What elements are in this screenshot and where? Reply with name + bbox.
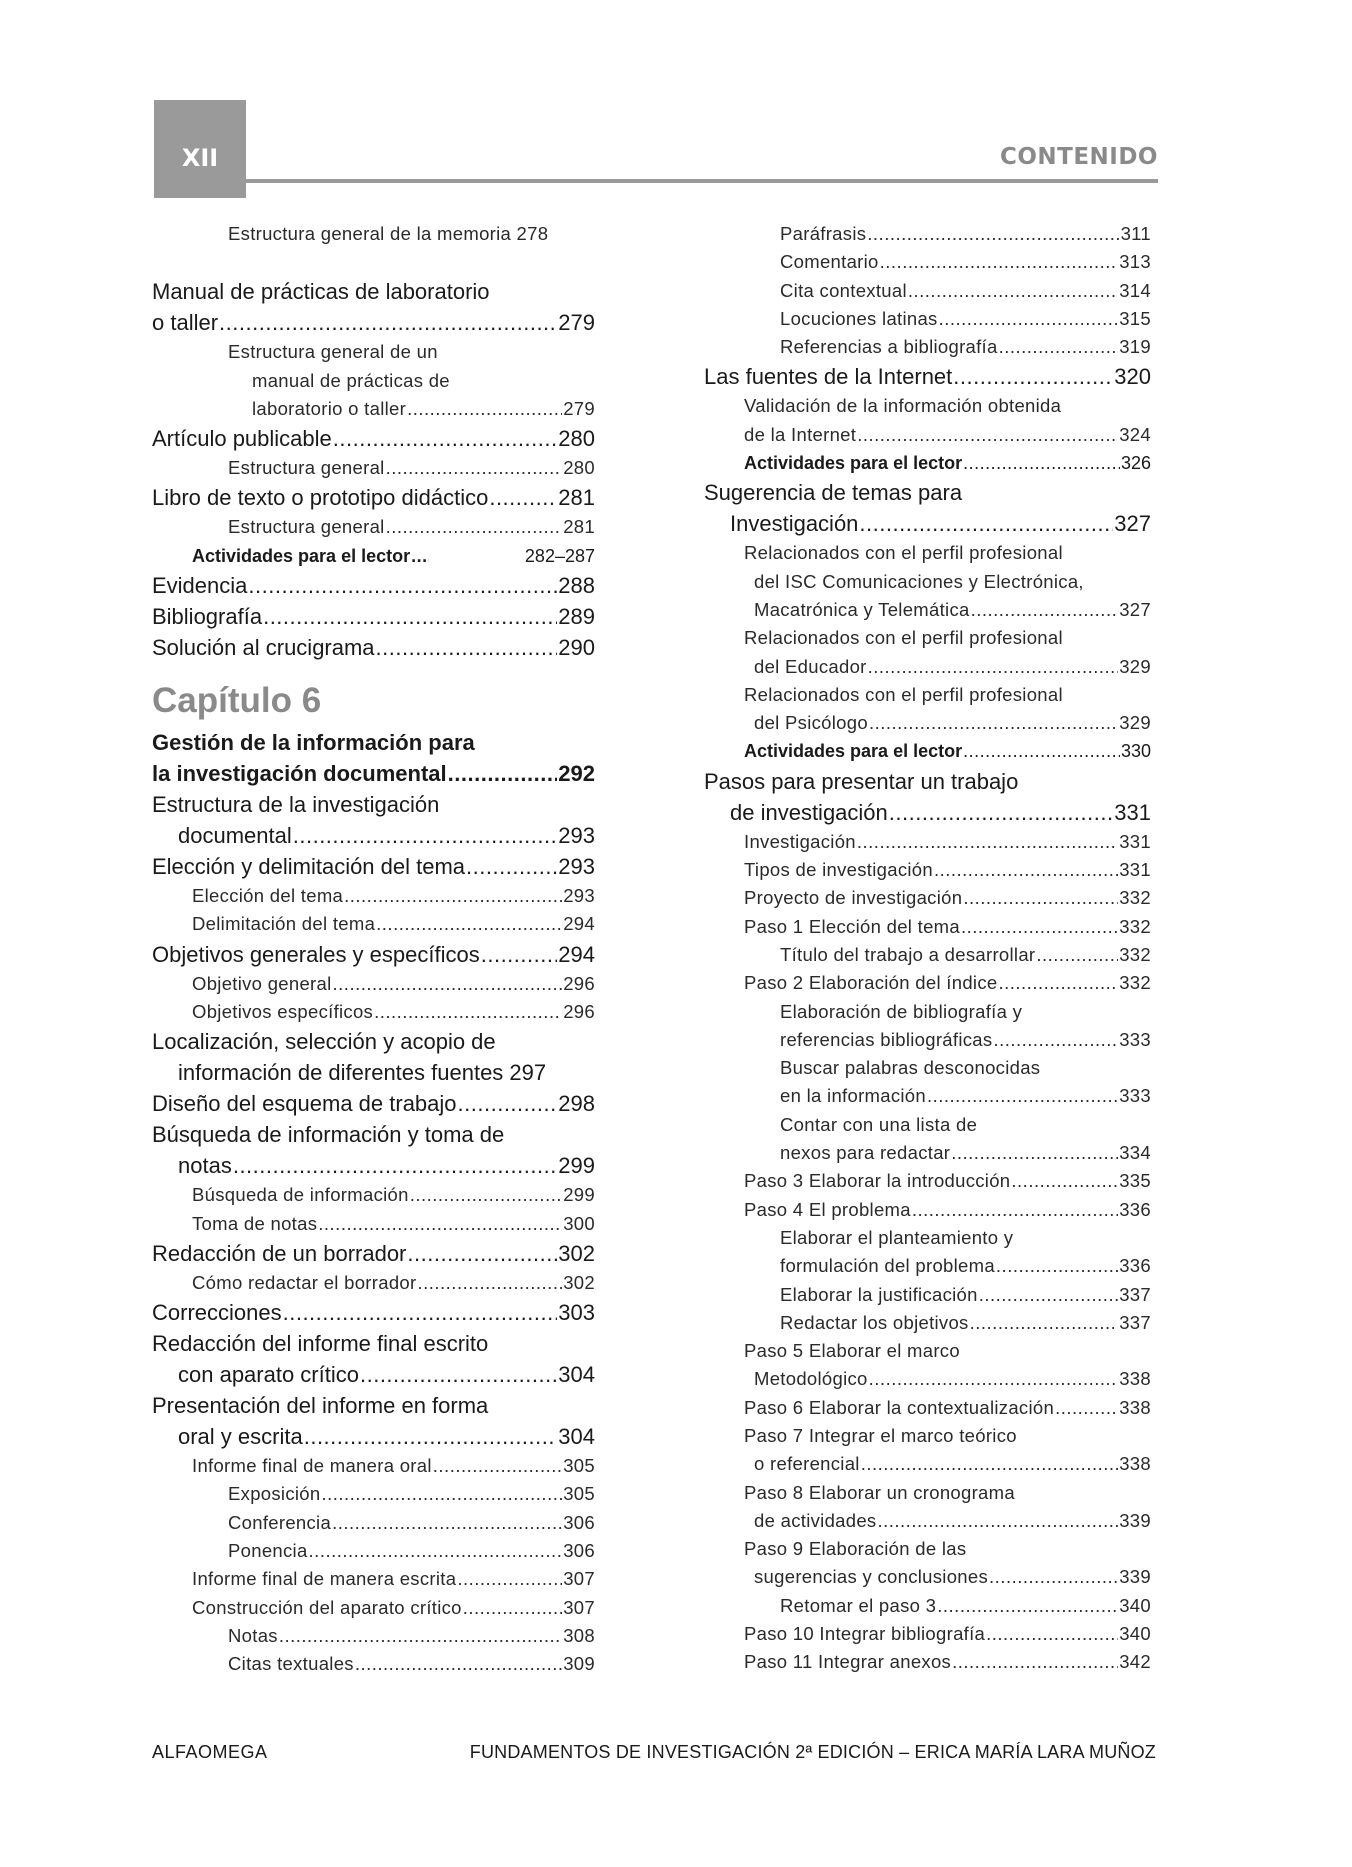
toc-entry: Objetivos generales y específicos ..... 294 xyxy=(152,939,595,970)
toc-entry: referencias bibliográficas ..... 333 xyxy=(704,1026,1151,1054)
toc-entry: manual de prácticas de xyxy=(252,369,450,391)
toc-entry: Paso 3 Elaborar la introducción ..... 335 xyxy=(704,1167,1151,1195)
toc-entry: Paso 11 Integrar anexos ..... 342 xyxy=(704,1648,1151,1676)
toc-entry: Estructura general de la memoria 278 xyxy=(228,223,549,244)
toc-entry: Paso 9 Elaboración de las xyxy=(744,1538,967,1560)
toc-entry: Paso 10 Integrar bibliografía ..... 340 xyxy=(704,1620,1151,1648)
toc-entry: Exposición ..... 305 xyxy=(152,1480,595,1508)
toc-entry: Actividades para el lector ..... 326 xyxy=(704,449,1151,477)
toc-entry: o taller ..... 279 xyxy=(152,307,595,338)
toc-entry: Relacionados con el perfil profesional xyxy=(744,683,1063,705)
toc-entry: Informe final de manera escrita ..... 307 xyxy=(152,1565,595,1593)
toc-entry: de investigación ..... 331 xyxy=(704,797,1151,828)
toc-entry: Objetivos específicos ..... 296 xyxy=(152,998,595,1026)
toc-entry: Libro de texto o prototipo didáctico ..... 281 xyxy=(152,482,595,513)
toc-entry: Paso 8 Elaborar un cronograma xyxy=(744,1481,1015,1503)
toc-entry: Construcción del aparato crítico ..... 307 xyxy=(152,1594,595,1622)
toc-entry: Elección del tema ..... 293 xyxy=(152,882,595,910)
toc-left-column xyxy=(152,220,595,1679)
toc-entry: Estructura de la investigación xyxy=(152,792,440,818)
toc-entry: con aparato crítico ..... 304 xyxy=(152,1359,595,1390)
toc-entry: laboratorio o taller ..... 279 xyxy=(152,395,595,423)
toc-entry: Paso 2 Elaboración del índice ..... 332 xyxy=(704,969,1151,997)
toc-entry: Bibliografía ..... 289 xyxy=(152,601,595,632)
toc-entry: Sugerencia de temas para xyxy=(704,480,963,506)
toc-entry: nexos para redactar ..... 334 xyxy=(704,1139,1151,1167)
toc-entry: Referencias a bibliografía ..... 319 xyxy=(704,333,1151,361)
toc-entry: Presentación del informe en forma xyxy=(152,1393,489,1419)
toc-entry: la investigación documental ..... 292 xyxy=(152,758,595,789)
toc-entry: Buscar palabras desconocidas xyxy=(780,1057,1041,1079)
toc-entry: Informe final de manera oral ..... 305 xyxy=(152,1452,595,1480)
toc-entry: del Educador ..... 329 xyxy=(704,653,1151,681)
toc-entry: Comentario ..... 313 xyxy=(704,248,1151,276)
toc-entry: en la información ..... 333 xyxy=(704,1082,1151,1110)
toc-entry: Elaboración de bibliografía y xyxy=(780,1000,1023,1022)
toc-entry: Manual de prácticas de laboratorio xyxy=(152,279,490,305)
toc-entry: Paso 1 Elección del tema ..... 332 xyxy=(704,913,1151,941)
toc-entry: Búsqueda de información y toma de xyxy=(152,1122,505,1148)
toc-entry: o referencial ..... 338 xyxy=(704,1450,1151,1478)
toc-entry: Delimitación del tema ..... 294 xyxy=(152,910,595,938)
toc-entry: Las fuentes de la Internet ..... 320 xyxy=(704,361,1151,392)
toc-entry: de la Internet ..... 324 xyxy=(704,421,1151,449)
toc-entry: Macatrónica y Telemática ..... 327 xyxy=(704,596,1151,624)
toc-entry: Redactar los objetivos ..... 337 xyxy=(704,1309,1151,1337)
toc-entry: Investigación ..... 331 xyxy=(704,828,1151,856)
toc-entry: del Psicólogo ..... 329 xyxy=(704,709,1151,737)
toc-entry: Artículo publicable ..... 280 xyxy=(152,423,595,454)
toc-entry: Elaborar el planteamiento y xyxy=(780,1226,1014,1248)
toc-entry: Citas textuales ..... 309 xyxy=(152,1650,595,1678)
toc-entry: Relacionados con el perfil profesional xyxy=(744,627,1063,649)
toc-entry: notas ..... 299 xyxy=(152,1150,595,1181)
toc-entry: Tipos de investigación ..... 331 xyxy=(704,856,1151,884)
toc-entry: Gestión de la información para xyxy=(152,730,475,756)
toc-entry: Título del trabajo a desarrollar ..... 332 xyxy=(704,941,1151,969)
footer-book-title: FUNDAMENTOS DE INVESTIGACIÓN 2ª EDICIÓN – ERICA MARÍA LARA MUÑOZ xyxy=(469,1742,1156,1762)
toc-entry: Paso 7 Integrar el marco teórico xyxy=(744,1424,1017,1446)
toc-entry: Conferencia ..... 306 xyxy=(152,1509,595,1537)
toc-entry: Elección y delimitación del tema ..... 293 xyxy=(152,851,595,882)
toc-entry: Paráfrasis ..... 311 xyxy=(704,220,1151,248)
toc-right-column xyxy=(704,220,1151,1677)
page-number: XII xyxy=(181,144,219,172)
toc-entry: Objetivo general ..... 296 xyxy=(152,970,595,998)
toc-entry: Retomar el paso 3 ..... 340 xyxy=(704,1592,1151,1620)
toc-entry: sugerencias y conclusiones ..... 339 xyxy=(704,1563,1151,1591)
toc-entry: Localización, selección y acopio de xyxy=(152,1029,496,1055)
toc-entry: Redacción del informe final escrito xyxy=(152,1331,489,1357)
toc-entry: Contar con una lista de xyxy=(780,1113,978,1135)
toc-entry: Estructura general ..... 281 xyxy=(152,513,595,541)
toc-entry: Búsqueda de información ..... 299 xyxy=(152,1181,595,1209)
toc-entry: Elaborar la justificación ..... 337 xyxy=(704,1281,1151,1309)
toc-entry: Diseño del esquema de trabajo ..... 298 xyxy=(152,1088,595,1119)
section-title: CONTENIDO xyxy=(999,144,1158,170)
toc-entry: Pasos para presentar un trabajo xyxy=(704,768,1019,794)
page-number-tab xyxy=(154,100,246,198)
toc-entry: Paso 5 Elaborar el marco xyxy=(744,1340,960,1362)
toc-entry: Evidencia ..... 288 xyxy=(152,570,595,601)
toc-entry: Investigación ..... 327 xyxy=(704,508,1151,539)
toc-entry: información de diferentes fuentes 297 xyxy=(178,1060,547,1086)
toc-entry: Actividades para el lector ..... 282–287 xyxy=(152,542,595,570)
toc-entry: Actividades para el lector ..... 330 xyxy=(704,737,1151,765)
toc-entry: Correcciones ..... 303 xyxy=(152,1297,595,1328)
toc-entry: Estructura general ..... 280 xyxy=(152,454,595,482)
chapter-title: Capítulo 6 xyxy=(152,681,322,721)
toc-entry: Metodológico ..... 338 xyxy=(704,1365,1151,1393)
toc-entry: Estructura general de un xyxy=(228,341,438,363)
toc-entry: formulación del problema ..... 336 xyxy=(704,1252,1151,1280)
toc-entry: Cómo redactar el borrador ..... 302 xyxy=(152,1269,595,1297)
toc-entry: documental ..... 293 xyxy=(152,820,595,851)
toc-entry: del ISC Comunicaciones y Electrónica, xyxy=(754,570,1084,592)
toc-entry: Locuciones latinas ..... 315 xyxy=(704,305,1151,333)
toc-entry: Paso 6 Elaborar la contextualización ..... 338 xyxy=(704,1394,1151,1422)
header-rule xyxy=(154,179,1158,183)
toc-entry: oral y escrita ..... 304 xyxy=(152,1421,595,1452)
toc-entry: Proyecto de investigación ..... 332 xyxy=(704,884,1151,912)
toc-entry: Validación de la información obtenida xyxy=(744,395,1062,417)
toc-entry: Ponencia ..... 306 xyxy=(152,1537,595,1565)
toc-entry: Solución al crucigrama ..... 290 xyxy=(152,632,595,663)
toc-entry: Cita contextual ..... 314 xyxy=(704,277,1151,305)
toc-entry: Paso 4 El problema ..... 336 xyxy=(704,1196,1151,1224)
footer-publisher: ALFAOMEGA xyxy=(152,1742,268,1762)
toc-entry: Toma de notas ..... 300 xyxy=(152,1210,595,1238)
toc-entry: Relacionados con el perfil profesional xyxy=(744,542,1063,564)
toc-entry: Redacción de un borrador ..... 302 xyxy=(152,1238,595,1269)
toc-entry: de actividades ..... 339 xyxy=(704,1507,1151,1535)
toc-entry: Notas ..... 308 xyxy=(152,1622,595,1650)
